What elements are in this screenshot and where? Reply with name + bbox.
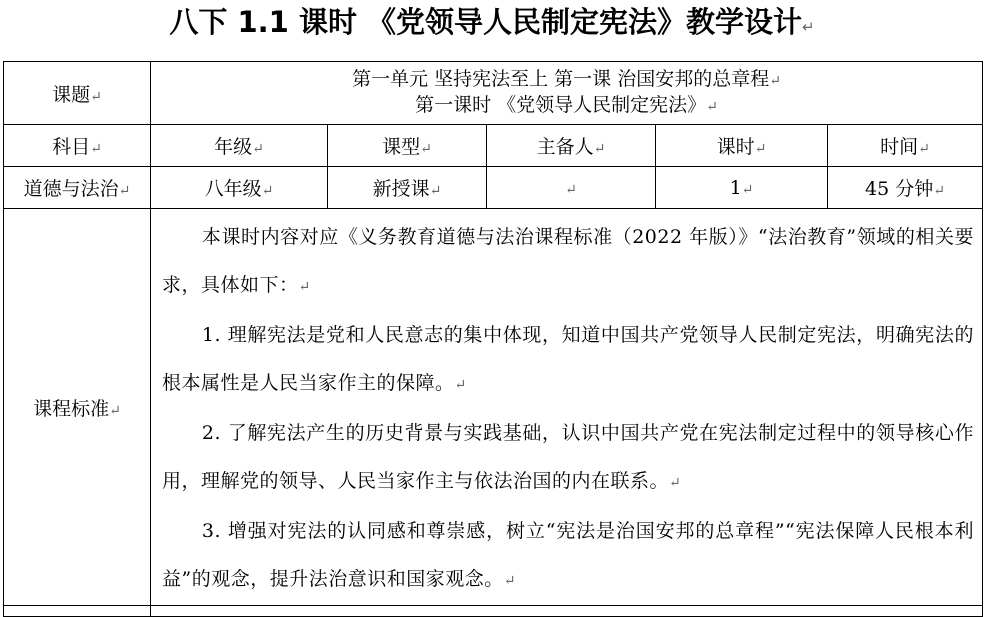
duration-header: 时间 <box>880 136 919 158</box>
grade-value-cell <box>151 167 328 209</box>
return-mark: ↵ <box>90 141 102 157</box>
topic-line-2: 第一课时 《党领导人民制定宪法》 <box>415 94 707 116</box>
periods-header-cell <box>656 125 828 167</box>
grade-header: 年级 <box>214 136 253 158</box>
preparer-value-cell <box>487 167 656 209</box>
duration-header-cell <box>828 125 983 167</box>
standard-paragraph <box>162 213 974 311</box>
document-title <box>0 4 984 45</box>
standard-label-cell <box>4 209 151 606</box>
periods-value-cell <box>656 167 828 209</box>
return-mark: ↵ <box>769 73 781 89</box>
topic-value-cell <box>151 62 983 125</box>
standard-paragraph-text: 本课时内容对应《义务教育道德与法治课程标准（2022 年版）》“法治教育”领域的相关要求，具体如下： <box>162 226 975 296</box>
preparer-header: 主备人 <box>536 136 594 158</box>
title-text: 八下 1.1 课时 《党领导人民制定宪法》教学设计 <box>169 5 803 39</box>
subject-header: 科目 <box>52 136 91 158</box>
standard-paragraph <box>162 507 974 605</box>
periods-header: 课时 <box>716 136 755 158</box>
subject-value-cell <box>4 167 151 209</box>
return-mark: ↵ <box>298 279 311 295</box>
preparer-header-cell <box>487 125 656 167</box>
duration-value-cell <box>828 167 983 209</box>
lesson-type-value: 新授课 <box>372 178 430 200</box>
return-mark: ↵ <box>420 141 432 157</box>
next-row-label-cell <box>4 606 151 617</box>
lesson-type-header-cell <box>328 125 487 167</box>
duration-value: 45 分钟 <box>865 178 934 200</box>
return-mark: ↵ <box>252 141 264 157</box>
standard-paragraph <box>162 409 974 507</box>
subject-value: 道德与法治 <box>23 178 119 200</box>
return-mark: ↵ <box>503 573 516 589</box>
periods-value: 1 <box>729 176 742 199</box>
lesson-plan-table <box>3 61 983 617</box>
standard-paragraph-text: 3. 增强对宪法的认同感和尊崇感，树立“宪法是治国安邦的总章程”“宪法保障人民根本利益”的观念，提升法治意识和国家观念。 <box>162 520 975 590</box>
grade-header-cell <box>151 125 328 167</box>
lesson-type-value-cell <box>328 167 487 209</box>
return-mark: ↵ <box>429 183 442 199</box>
return-mark: ↵ <box>754 141 767 157</box>
topic-label: 课题 <box>52 83 91 106</box>
return-mark: ↵ <box>933 183 945 199</box>
return-mark: ↵ <box>918 141 930 157</box>
return-mark: ↵ <box>706 99 718 115</box>
standard-paragraph-text: 2. 了解宪法产生的历史背景与实践基础，认识中国共产党在宪法制定过程中的领导核心作用，理解党的领导、人民当家作主与依法治国的内在联系。 <box>162 422 975 492</box>
return-mark: ↵ <box>669 475 682 491</box>
return-mark: ↵ <box>109 402 121 419</box>
grade-value: 八年级 <box>204 178 262 200</box>
standard-body-cell <box>151 209 983 606</box>
topic-line-1: 第一单元 坚持宪法至上 第一课 治国安邦的总章程 <box>352 68 770 90</box>
lesson-type-header: 课型 <box>382 136 421 158</box>
return-mark: ↵ <box>90 88 102 105</box>
subject-header-cell <box>4 125 151 167</box>
topic-label-cell <box>4 62 151 125</box>
standard-label: 课程标准 <box>33 397 110 420</box>
return-mark: ↵ <box>741 181 754 198</box>
return-mark: ↵ <box>454 377 467 393</box>
return-mark: ↵ <box>593 141 606 157</box>
return-mark: ↵ <box>565 181 577 198</box>
standard-paragraph-text: 1. 理解宪法是党和人民意志的集中体现，知道中国共产党领导人民制定宪法，明确宪法的根本属性是人民当家作主的保障。 <box>162 324 975 394</box>
return-mark: ↵ <box>261 183 274 199</box>
standard-paragraph <box>162 311 974 409</box>
return-mark: ↵ <box>802 18 815 36</box>
next-row-body-cell <box>151 606 983 617</box>
return-mark: ↵ <box>118 183 131 199</box>
